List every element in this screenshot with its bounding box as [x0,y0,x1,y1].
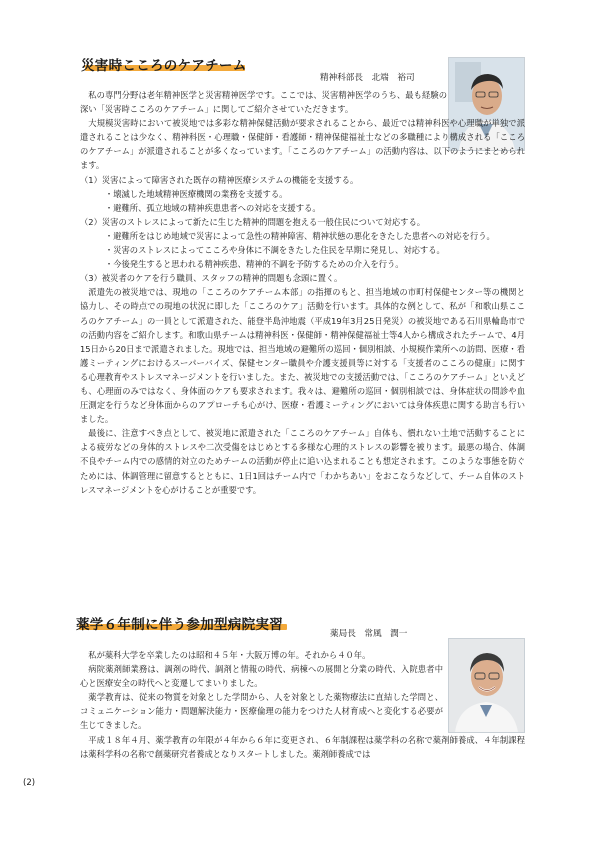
paragraph: 私が薬科大学を卒業したのは昭和４５年・大阪万博の年。それから４０年。 [88,650,371,660]
paragraph: 平成１８年４月、薬学教育の年限が４年から６年に変更され、６年制課程は薬学科の名称で薬剤師養成、４年制課程は薬科学科の名称で創薬研究者養成となりスタートしました。薬剤師養成では [80,734,525,759]
list-item: ・今後発生すると思われる精神疾患、精神的不調を予防するための介入を行う。 [104,259,404,270]
article1-author: 精神科部長 北端 裕司 [320,73,415,83]
list-item: （2）災害のストレスによって新たに生じた精神的問題を抱える一般住民について対応する。 [80,216,426,227]
list-item: （1）災害によって障害された既存の精神医療システムの機能を支援する。 [80,174,359,185]
article1-title: 災害時こころのケアチーム [81,58,247,74]
article2-author: 薬局長 常風 潤一 [330,629,408,639]
paragraph: 薬学教育は、従来の物質を対象とした学問から、人を対象とした薬物療法に直結した学問と、コミュニケーション能力・問題解決能力・医療倫理の能力をつけた人材育成へと変化する必要が生じてきました。 [80,692,443,731]
page-number: (2) [23,778,36,788]
paragraph: 派遣先の被災地では、現地の「こころのケアチーム本部」の指揮のもと、担当地域の市町村保健センター等の機関と協力し、その時点での現地の状況に即した「こころのケア」活動を行います。具体的な例として、私が「和歌山県こころのケアチーム」の一員として派遣された、能登半島沖地震（平成19年3月25日発災）の被災地である石川県輪島市での活動内容をご紹介します。和歌山県チームは精神科医・保健師・精神保健福祉士等4人から構成されたチームで、4月15日から20日まで派遣されました。現地では、担当地域の避難所の巡回・個別相談、小規模作業所への訪問、医療・看護ミーティングにおけるスーパーバイズ、保健センター職員や介護支援員等に対する「支援者のこころの健康」に関する心理教育やストレスマネージメントを行いました。また、被災地での支援活動では、「こころのケアチーム」といえども、心理面のみではなく、身体面のケアも要求されます。我々は、避難所の巡回・個別相談では、身体症状の問診や血圧測定を行うなど身体面からのアプローチも心がけ、医療・看護ミーティングにおいては身体疾患に関する助言も行いました。 [80,287,525,425]
article2-body [80,648,525,761]
list-item: ・避難所をはじめ地域で災害によって急性の精神障害、精神状態の悪化をきたした患者への対応を行う。 [104,230,495,241]
list-item: ・壊滅した地域精神医療機関の業務を支援する。 [104,188,288,199]
article2-title: 薬学６年制に伴う参加型病院実習 [76,617,283,633]
paragraph: 最後に、注意すべき点として、被災地に派遣された「こころのケアチーム」自体も、慣れない土地で活動することによる疲労などの身体的ストレスや二次受傷をはじめとする多様な心理的ストレスの影響を被ります。最悪の場合、体調不良やチーム内での感情的対立のためチームの活動が停止に追い込まれることも想定されます。このような事態を防ぐためには、体調管理に留意するとともに、1日1回はチーム内で「わかちあい」をおこなうなどして、チーム自体のストレスマネージメントを心がけることが重要です。 [80,428,525,495]
list-item: （3）被災者のケアを行う職員、スタッフの精神的問題も念頭に置く。 [80,273,343,284]
list-item: ・災害のストレスによってこころや身体に不調をきたした住民を早期に発見し、対応する。 [104,245,445,256]
paragraph: 私の専門分野は老年精神医学と災害精神医学です。ここでは、災害精神医学のうち、最も経験の深い「災害時こころのケアチーム」に関してご紹介させていただきます。 [80,90,447,115]
paragraph: 病院薬剤師業務は、調剤の時代、調剤と情報の時代、病棟への展開と分業の時代、入院患者中心と医療安全の時代へと変遷してまいりました。 [80,664,443,689]
list-item: ・避難所、孤立地域の精神疾患患者への対応を支援する。 [104,202,321,213]
paragraph: 大規模災害時において被災地では多彩な精神保健活動が要求されることから、最近では精神科医や心理職が単独で派遣されることは少なく、精神科医・心理職・保健師・看護師・精神保健福祉士などの多職種により構成される「こころのケアチーム」が派遣されることが多くなっています。「こころのケアチーム」の活動内容は、以下のようにまとめられます。 [80,118,525,171]
article1-body [80,88,525,497]
